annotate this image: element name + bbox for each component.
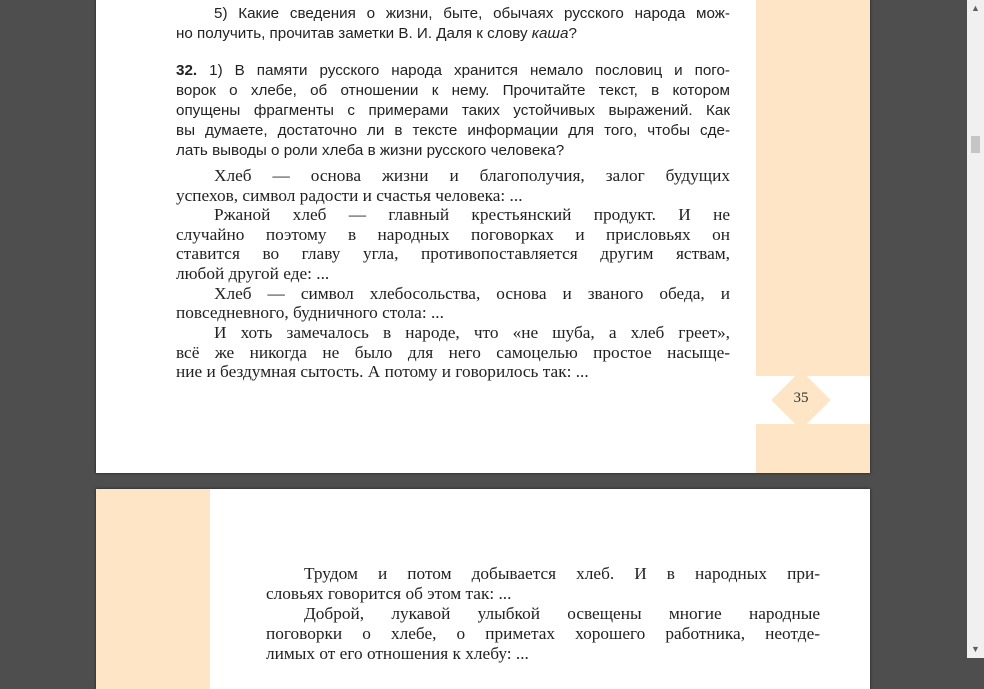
task-32-line-4: вы думаете, достаточно ли в тексте информации для того, чтобы сде-: [176, 122, 730, 139]
task-32-heading-line: 32. 1) В памяти русского народа хранится немало пословиц и пого-: [176, 62, 730, 79]
scroll-down-arrow-icon[interactable]: ▼: [971, 644, 980, 654]
task-32-line-3: опущены фрагменты с примерами таких устойчивых выражений. Как: [176, 102, 730, 119]
passage2-line-1: Трудом и потом добывается хлеб. И в народных при-: [304, 564, 820, 583]
passage-line-3: Ржаной хлеб — главный крестьянский продукт. И не: [214, 205, 730, 224]
passage-line-11: ние и бездумная сытость. А потому и говорилось так: ...: [176, 362, 589, 381]
task-number: 32.: [176, 62, 198, 79]
passage-line-5: ставится во главу угла, противопоставляется другим яствам,: [176, 244, 730, 263]
question-5-line-2: но получить, прочитав заметки В. И. Даля к слову каша?: [176, 25, 577, 42]
passage-line-9: И хоть замечалось в народе, что «не шуба, а хлеб греет»,: [214, 323, 730, 342]
scroll-thumb[interactable]: [971, 136, 980, 153]
passage-line-6: любой другой еде: ...: [176, 264, 330, 283]
passage-line-1: Хлеб — основа жизни и благополучия, залог будущих: [214, 166, 730, 185]
passage-line-7: Хлеб — символ хлебосольства, основа и званого обеда, и: [214, 284, 730, 303]
vertical-scrollbar[interactable]: [967, 0, 984, 658]
page-margin-strip: [96, 489, 210, 689]
passage-line-8: повседневного, будничного стола: ...: [176, 303, 444, 322]
task-32-line-5: лать выводы о роли хлеба в жизни русского человека?: [176, 142, 565, 159]
scroll-up-arrow-icon[interactable]: ▲: [971, 3, 980, 13]
page-number: 35: [793, 390, 809, 406]
passage2-line-5: лимых от его отношения к хлебу: ...: [266, 644, 529, 663]
task-32-line-2: ворок о хлебе, об отношении к нему. Прочитайте текст, в котором: [176, 82, 730, 99]
passage2-line-2: словьях говорится об этом так: ...: [266, 584, 512, 603]
passage-line-2: успехов, символ радости и счастья человека: ...: [176, 186, 523, 205]
passage2-line-4: поговорки о хлебе, о приметах хорошего работника, неотде-: [266, 624, 820, 643]
question-5-line-1: 5) Какие сведения о жизни, быте, обычаях русского народа мож-: [214, 5, 730, 22]
italic-word-kasha: каша: [531, 25, 569, 42]
passage-line-10: всё же никогда не было для него самоцелью простое насыще-: [176, 343, 730, 362]
passage2-line-3: Доброй, лукавой улыбкой освещены многие народные: [304, 604, 820, 623]
book-page-36: [96, 489, 870, 689]
passage-line-4: случайно поэтому в народных поговорках и присловьях он: [176, 225, 730, 244]
book-page-35: [96, 0, 870, 473]
